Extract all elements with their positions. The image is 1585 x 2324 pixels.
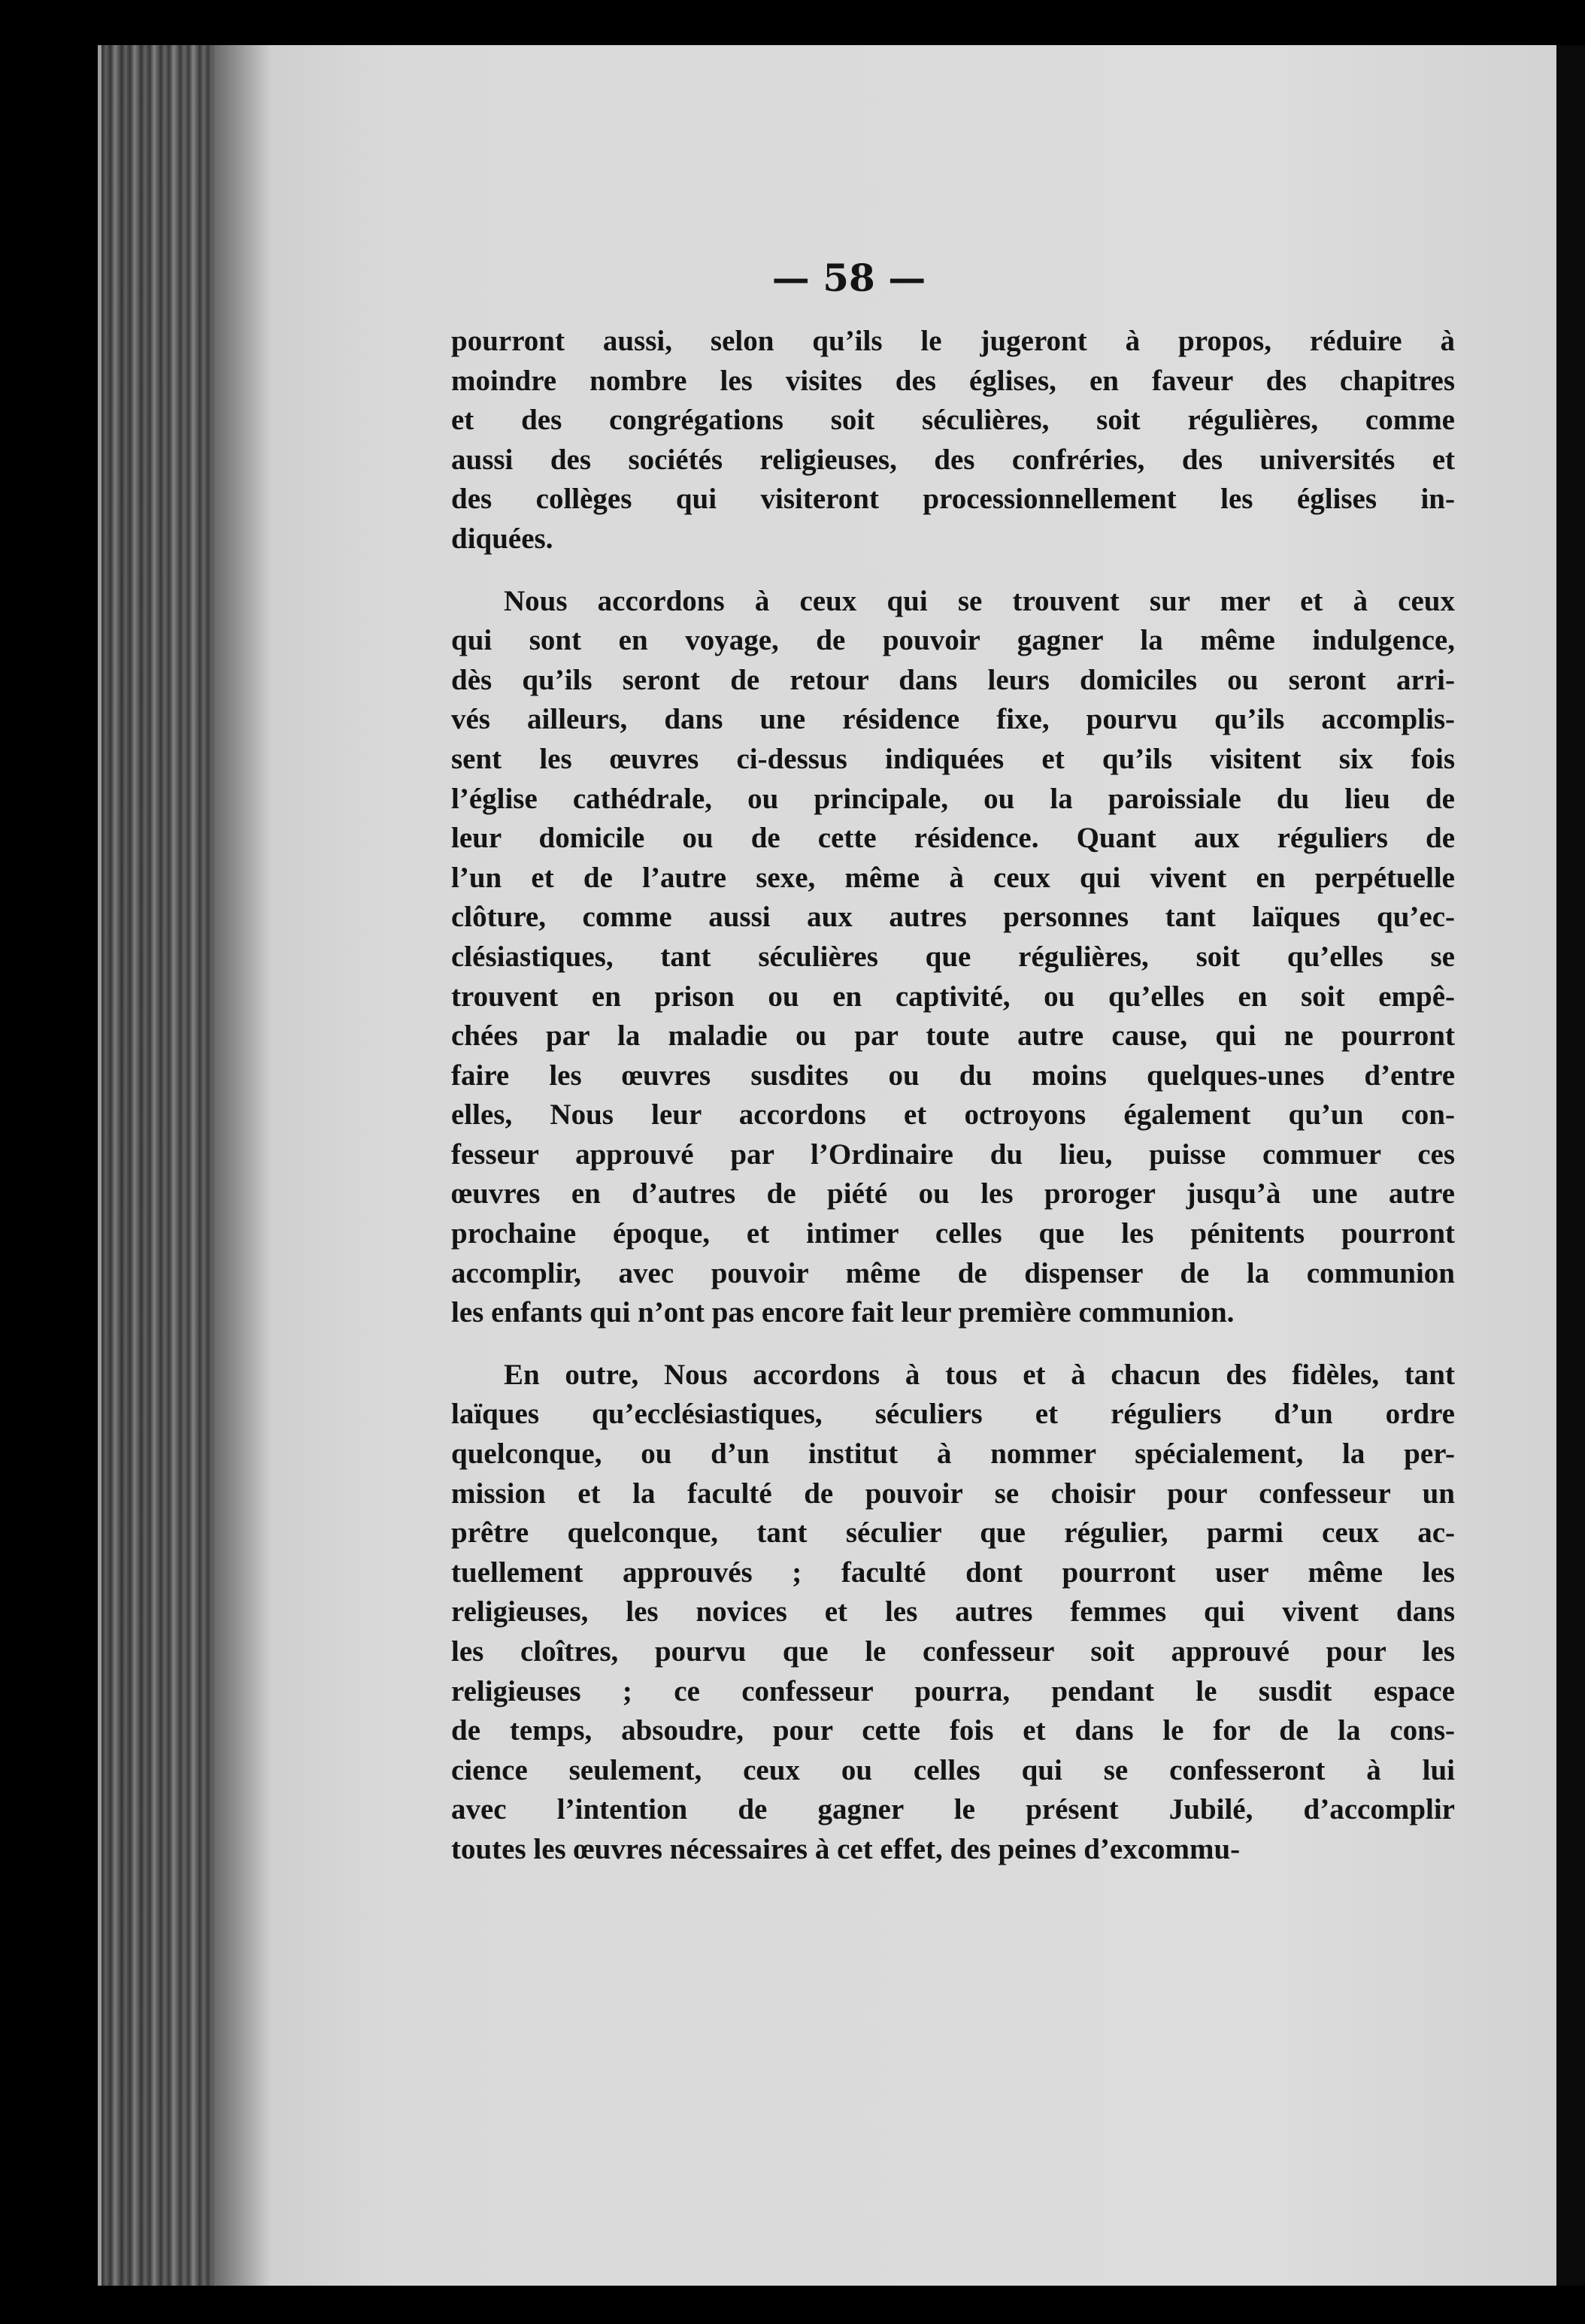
text-line: leur domicile ou de cette résidence. Quant aux réguliers de xyxy=(451,822,1455,855)
text-line: l’un et de l’autre sexe, même à ceux qui vivent en perpétuelle xyxy=(451,861,1455,894)
text-line: religieuses ; ce confesseur pourra, pendant le susdit espace xyxy=(451,1674,1455,1707)
book-binding-edge xyxy=(102,45,214,2286)
text-line: œuvres en d’autres de piété ou les proroger jusqu’à une autre xyxy=(451,1177,1455,1210)
text-line: aussi des sociétés religieuses, des confréries, des universités et xyxy=(451,443,1455,476)
text-line: dès qu’ils seront de retour dans leurs domiciles ou seront arri- xyxy=(451,663,1455,696)
text-line: quelconque, ou d’un institut à nommer spécialement, la per- xyxy=(451,1438,1455,1471)
text-line: laïques qu’ecclésiastiques, séculiers et réguliers d’un ordre xyxy=(451,1398,1455,1431)
text-line: clésiastiques, tant séculières que régulières, soit qu’elles se xyxy=(451,940,1455,973)
text-line: vés ailleurs, dans une résidence fixe, pourvu qu’ils accomplis- xyxy=(451,703,1455,736)
text-line: diquées. xyxy=(451,522,553,555)
text-line: avec l’intention de gagner le présent Jubilé, d’accomplir xyxy=(451,1793,1455,1826)
text-line: sent les œuvres ci-dessus indiquées et qu’ils visitent six fois xyxy=(451,742,1455,775)
text-line: cience seulement, ceux ou celles qui se confesseront à lui xyxy=(451,1753,1455,1786)
text-line: mission et la faculté de pouvoir se choisir pour confesseur un xyxy=(451,1477,1455,1510)
binding-shadow xyxy=(211,45,271,2286)
text-line: clôture, comme aussi aux autres personnes tant laïques qu’ec- xyxy=(451,901,1455,934)
text-line: les cloîtres, pourvu que le confesseur soit approuvé pour les xyxy=(451,1635,1455,1668)
paragraph-2 xyxy=(451,582,1455,1333)
text-line: religieuses, les novices et les autres femmes qui vivent dans xyxy=(451,1595,1455,1629)
text-line: accomplir, avec pouvoir même de dispenser de la communion xyxy=(451,1256,1455,1289)
text-line: l’église cathédrale, ou principale, ou la paroissiale du lieu de xyxy=(451,782,1455,815)
text-line: moindre nombre les visites des églises, en faveur des chapitres xyxy=(451,364,1455,397)
text-line: pourront aussi, selon qu’ils le jugeront à propos, réduire à xyxy=(451,325,1455,357)
text-line: trouvent en prison ou en captivité, ou qu’elles en soit empê- xyxy=(451,980,1455,1013)
paragraph-3 xyxy=(451,1356,1455,1870)
text-line: des collèges qui visiteront processionnellement les églises in- xyxy=(451,483,1455,516)
paragraph-1 xyxy=(451,322,1455,559)
text-line: qui sont en voyage, de pouvoir gagner la même indulgence, xyxy=(451,624,1455,657)
body-text xyxy=(451,322,1455,1870)
text-line: les enfants qui n’ont pas encore fait leur première communion. xyxy=(451,1296,1235,1329)
text-line: fesseur approuvé par l’Ordinaire du lieu, puisse commuer ces xyxy=(451,1138,1455,1171)
text-line: prêtre quelconque, tant séculier que régulier, parmi ceux ac- xyxy=(451,1517,1455,1550)
text-line: tuellement approuvés ; faculté dont pourront user même les xyxy=(451,1556,1455,1589)
page-right-edge xyxy=(1556,45,1585,2286)
text-line: Nous accordons à ceux qui se trouvent sur mer et à ceux xyxy=(504,584,1455,617)
text-line: de temps, absoudre, pour cette fois et dans le for de la cons- xyxy=(451,1714,1455,1747)
text-line: elles, Nous leur accordons et octroyons également qu’un con- xyxy=(451,1098,1455,1132)
text-line: et des congrégations soit séculières, soit régulières, comme xyxy=(451,404,1455,437)
text-line: prochaine époque, et intimer celles que les pénitents pourront xyxy=(451,1217,1455,1250)
page-number: — 58 — xyxy=(771,256,926,300)
text-line: faire les œuvres susdites ou du moins quelques-unes d’entre xyxy=(451,1059,1455,1092)
text-line: chées par la maladie ou par toute autre cause, qui ne pourront xyxy=(451,1020,1455,1053)
text-line: En outre, Nous accordons à tous et à chacun des fidèles, tant xyxy=(504,1358,1455,1391)
text-line: toutes les œuvres nécessaires à cet effet, des peines d’excommu- xyxy=(451,1832,1241,1865)
